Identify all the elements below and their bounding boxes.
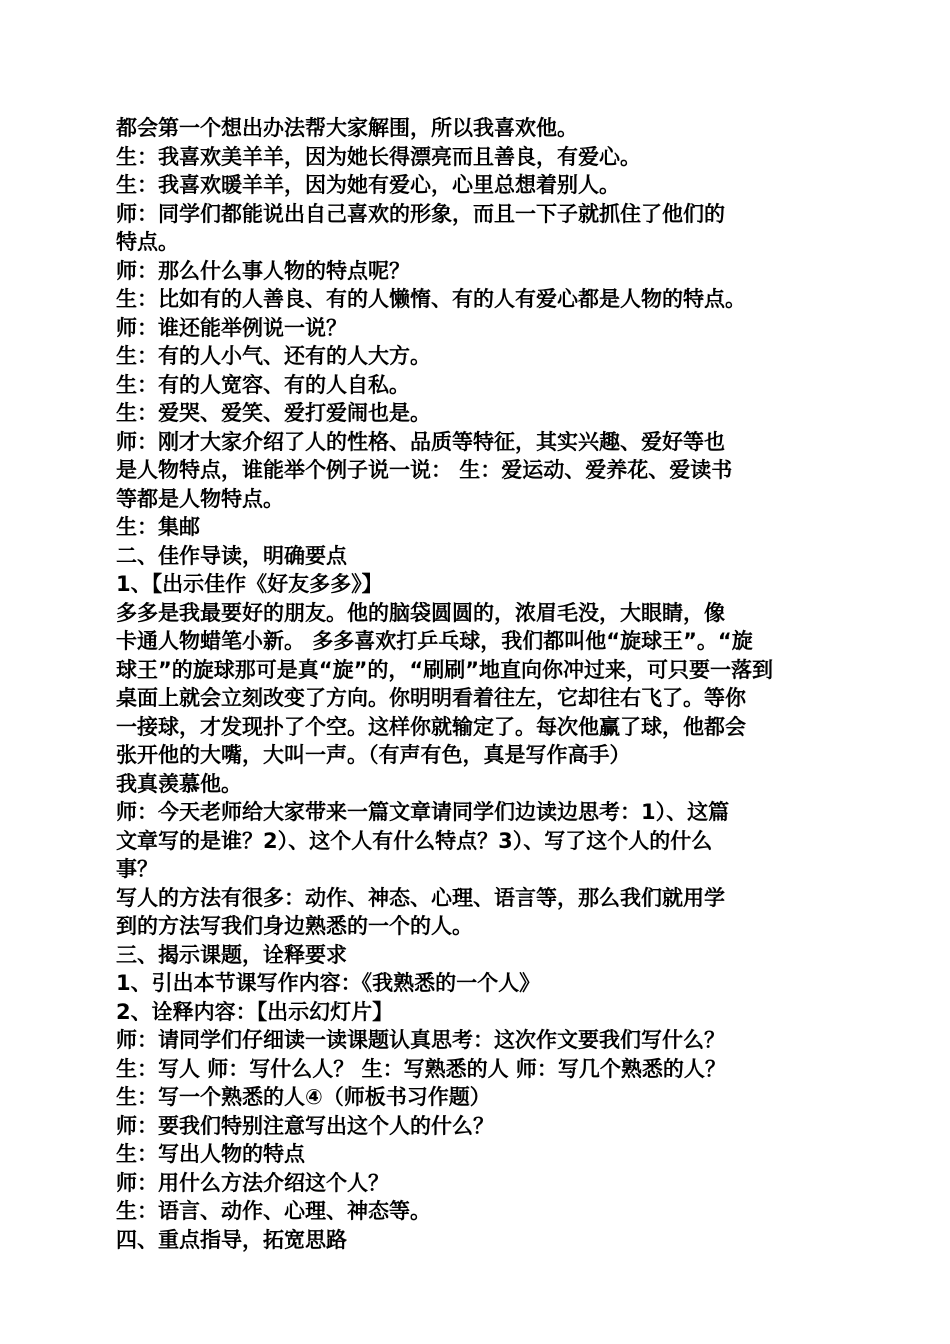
text-line: 特点。	[116, 230, 179, 254]
text-line: 球王”的旋球那可是真“旋”的，“刷刷”地直向你冲过来，可只要一落到	[116, 657, 774, 682]
text-line: 生：语言、动作、心理、神态等。	[116, 1199, 431, 1223]
text-line: 生：写一个熟悉的人④（师板书习作题）	[116, 1085, 491, 1109]
text-line: 文章写的是谁？2）、这个人有什么特点？3）、写了这个人的什么	[116, 828, 713, 853]
text-line: 生：集邮	[116, 515, 200, 539]
text-line: 师：同学们都能说出自己喜欢的形象，而且一下子就抓住了他们的	[116, 201, 725, 226]
text-line: 生：爱哭、爱笑、爱打爱闹也是。	[116, 401, 431, 425]
text-line: 师：刚才大家介绍了人的性格、品质等特征，其实兴趣、爱好等也	[116, 429, 725, 454]
text-line: 生：写出人物的特点	[116, 1142, 305, 1166]
text-line: 到的方法写我们身边熟悉的一个的人。	[116, 914, 473, 938]
text-line: 生：我喜欢暖羊羊，因为她有爱心，心里总想着别人。	[116, 173, 620, 197]
text-line: 都会第一个想出办法帮大家解围，所以我喜欢他。	[116, 116, 578, 140]
text-line: 生：写人 师：写什么人？ 生：写熟悉的人 师：写几个熟悉的人？	[116, 1056, 726, 1081]
text-line: 师：那么什么事人物的特点呢？	[116, 258, 410, 283]
text-line: 桌面上就会立刻改变了方向。你明明看着往左，它却往右飞了。等你	[116, 686, 746, 710]
text-line: 生：有的人小气、还有的人大方。	[116, 344, 431, 368]
document-body	[116, 114, 838, 1254]
text-line: 生：有的人宽容、有的人自私。	[116, 372, 410, 397]
text-line: 师：谁还能举例说一说？	[116, 315, 347, 340]
text-line: 2、诠释内容：【出示幻灯片】	[116, 999, 394, 1024]
text-line: 我真羡慕他。	[116, 771, 242, 796]
text-line: 师：请同学们仔细读一读课题认真思考：这次作文要我们写什么？	[116, 1028, 725, 1052]
text-line: 等都是人物特点。	[116, 486, 284, 511]
text-line: 一接球，才发现扑了个空。这样你就输定了。每次他赢了球，他都会	[116, 714, 746, 739]
text-line: 师：今天老师给大家带来一篇文章请同学们边读边思考：1）、这篇	[116, 800, 730, 824]
text-line: 1、【出示佳作《好友多多》】	[116, 572, 383, 596]
text-line: 是人物特点，谁能举个例子说一说： 生：爱运动、爱养花、爱读书	[116, 458, 733, 482]
text-line: 生：我喜欢美羊羊，因为她长得漂亮而且善良，有爱心。	[116, 144, 641, 169]
text-line: 师：要我们特别注意写出这个人的什么？	[116, 1113, 494, 1138]
text-line: 生：比如有的人善良、有的人懒惰、有的人有爱心都是人物的特点。	[116, 287, 746, 311]
text-line: 三、揭示课题，诠释要求	[116, 942, 347, 967]
text-line: 四、重点指导，拓宽思路	[116, 1227, 347, 1252]
text-line: 写人的方法有很多：动作、神态、心理、语言等，那么我们就用学	[116, 885, 725, 910]
text-line: 事？	[116, 857, 158, 881]
text-line: 二、佳作导读，明确要点	[116, 543, 347, 568]
text-line: 多多是我最要好的朋友。他的脑袋圆圆的，浓眉毛没，大眼睛，像	[116, 600, 725, 625]
text-line: 师：用什么方法介绍这个人？	[116, 1170, 389, 1195]
text-line: 卡通人物蜡笔小新。 多多喜欢打乒乓球，我们都叫他“旋球王”。“旋	[116, 629, 753, 653]
text-line: 1、引出本节课写作内容：《我熟悉的一个人》	[116, 971, 541, 995]
text-line: 张开他的大嘴，大叫一声。（有声有色，真是写作高手）	[116, 743, 631, 767]
